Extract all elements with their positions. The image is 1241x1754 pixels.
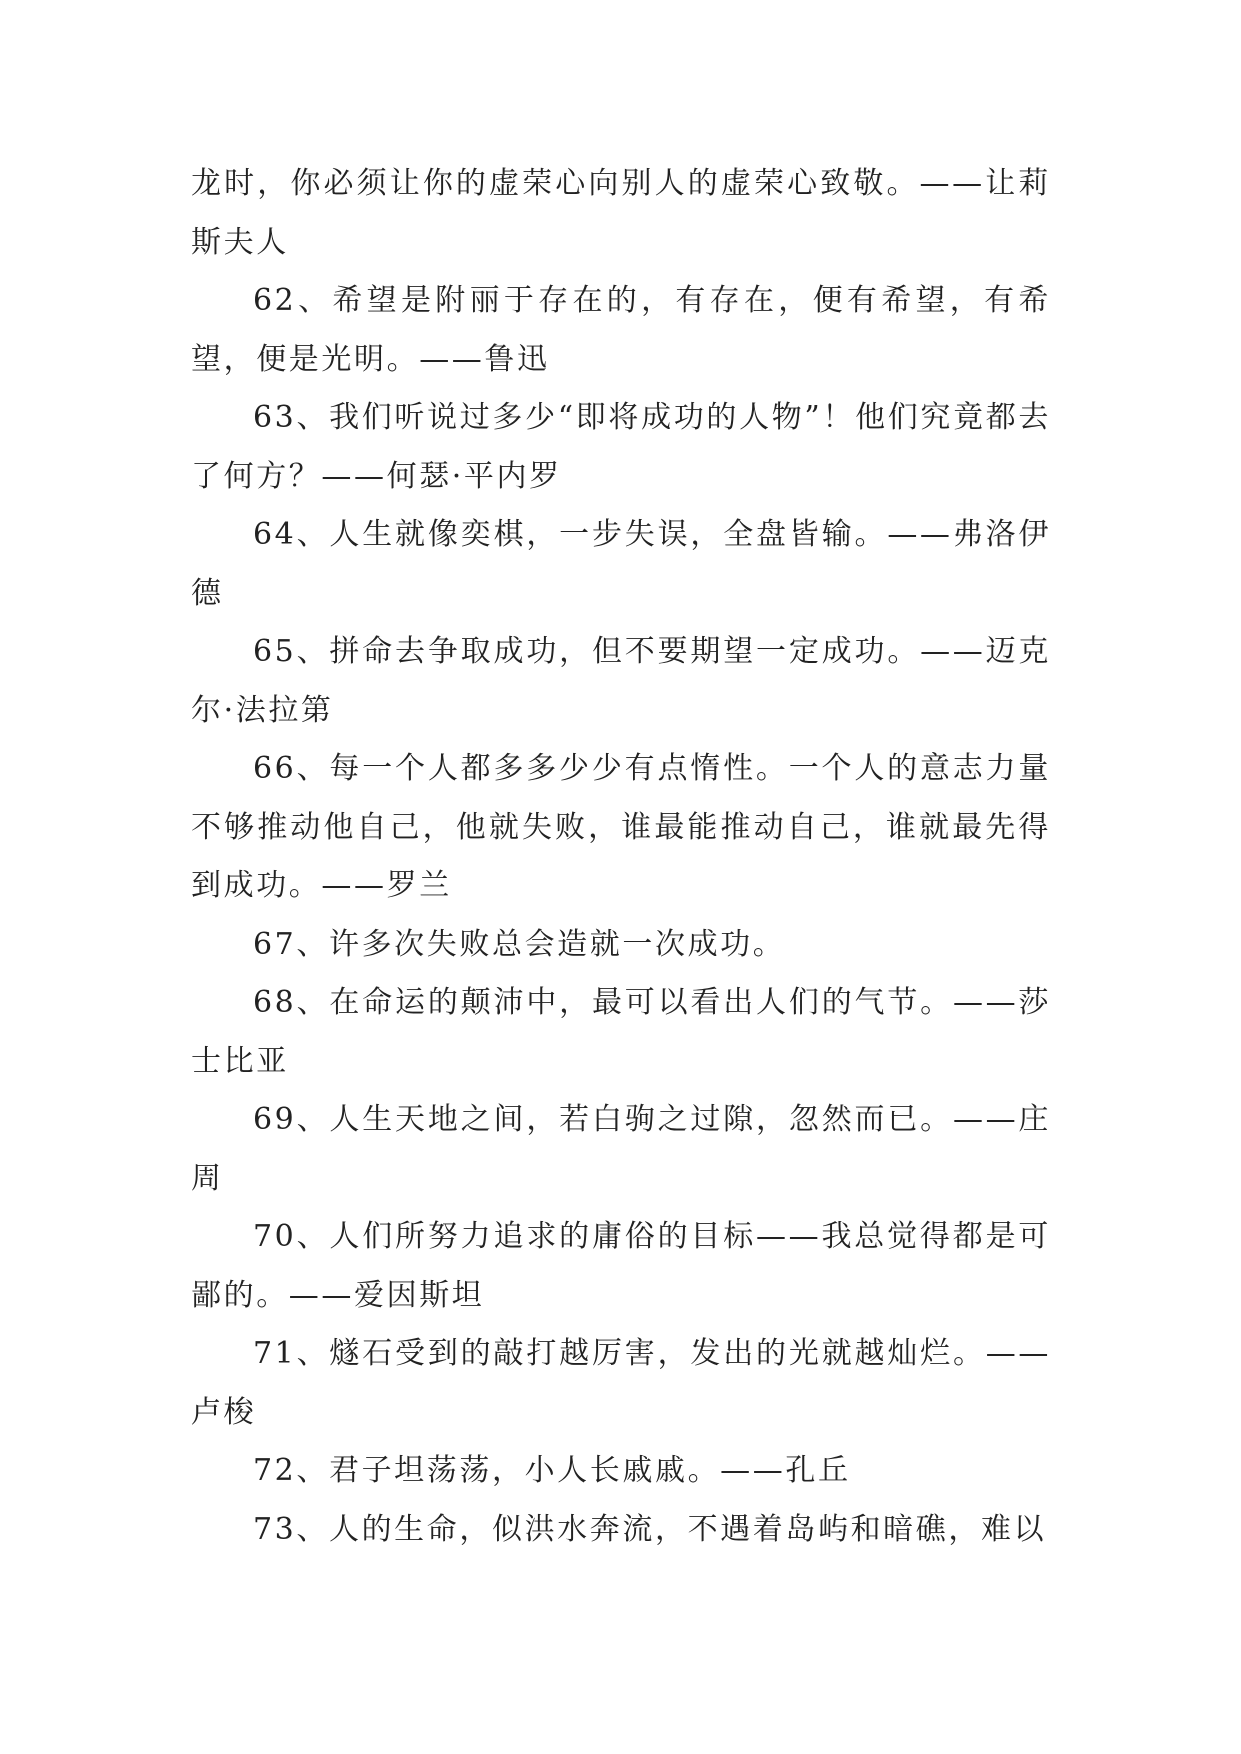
paragraph-quote-64: 64、人生就像奕棋，一步失误，全盘皆输。——弗洛伊德 (191, 517, 1051, 611)
document-body (191, 155, 1051, 1559)
paragraph-quote-65: 65、拼命去争取成功，但不要期望一定成功。——迈克尔·法拉第 (191, 634, 1051, 728)
paragraph-quote-68: 68、在命运的颠沛中，最可以看出人们的气节。——莎士比亚 (191, 985, 1051, 1079)
paragraph-quote-62: 62、希望是附丽于存在的，有存在，便有希望，有希望，便是光明。——鲁迅 (191, 283, 1051, 377)
paragraph-quote-69: 69、人生天地之间，若白驹之过隙，忽然而已。——庄周 (191, 1102, 1051, 1196)
paragraph-quote-67: 67、许多次失败总会造就一次成功。 (253, 926, 786, 962)
paragraph-quote-72: 72、君子坦荡荡，小人长戚戚。——孔丘 (253, 1453, 851, 1488)
paragraph-quote-73: 73、人的生命，似洪水奔流，不遇着岛屿和暗礁，难以 (253, 1511, 1047, 1547)
paragraph-quote-63: 63、我们听说过多少“即将成功的人物”！他们究竟都去了何方？——何瑟·平内罗 (191, 400, 1051, 494)
paragraph-quote-70: 70、人们所努力追求的庸俗的目标——我总觉得都是可鄙的。——爱因斯坦 (191, 1219, 1051, 1313)
paragraph-quote-71: 71、燧石受到的敲打越厉害，发出的光就越灿烂。——卢梭 (191, 1336, 1051, 1430)
paragraph-continuation: 龙时，你必须让你的虚荣心向别人的虚荣心致敬。——让莉斯夫人 (191, 166, 1051, 260)
paragraph-quote-66: 66、每一个人都多多少少有点惰性。一个人的意志力量不够推动他自己，他就失败，谁最能推动自己，谁就最先得到成功。——罗兰 (191, 751, 1051, 903)
